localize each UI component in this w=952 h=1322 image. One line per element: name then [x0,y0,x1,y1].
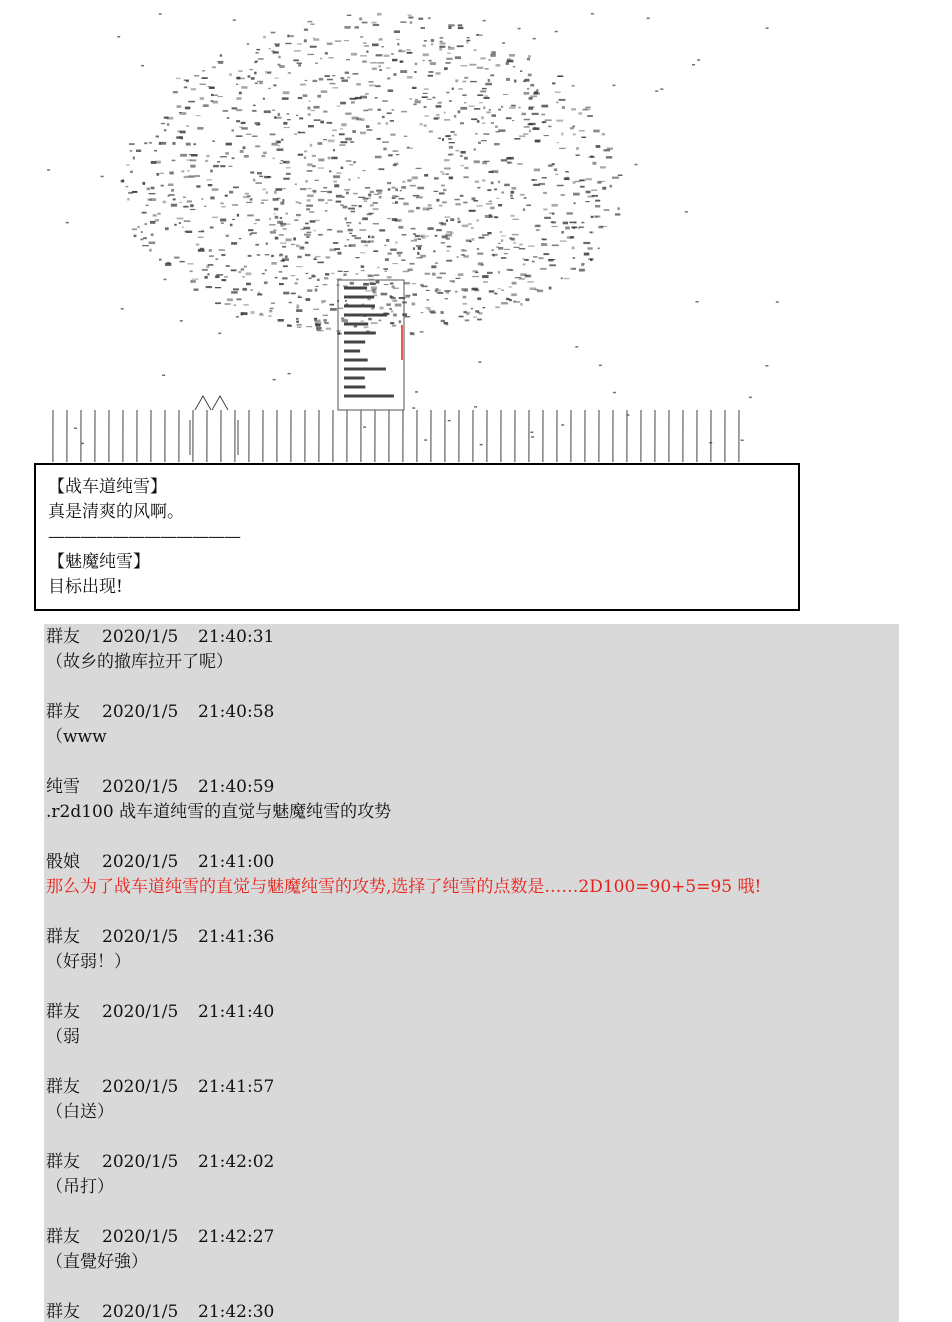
dialog-box [34,463,800,611]
chat-header [46,925,899,950]
chat-entry [44,1149,899,1224]
message-text: .r2d100 战车道纯雪的直觉与魅魔纯雪的攻势 [46,802,392,822]
message-text: （www [46,727,107,747]
chat-log [44,624,899,1322]
sender-name: 群友 [46,1302,80,1322]
message-date: 2020/1/5 [102,1302,179,1322]
chat-entry [44,1074,899,1149]
message-date: 2020/1/5 [102,777,179,797]
speaker-name: 【魅魔纯雪】 [48,552,150,572]
message-date: 2020/1/5 [102,1227,179,1247]
message-date: 2020/1/5 [102,1002,179,1022]
message-time: 21:41:40 [198,1002,275,1022]
sender-name: 群友 [46,1002,80,1022]
chat-header [46,1000,899,1025]
message-time: 21:41:36 [198,927,275,947]
chat-header [46,850,899,875]
dice-result-text: 那么为了战车道纯雪的直觉与魅魔纯雪的攻势,选择了纯雪的点数是……2D100=90+5=95 哦! [46,877,762,897]
message-date: 2020/1/5 [102,852,179,872]
ascii-tree-illustration [40,0,810,462]
chat-entry [44,1299,899,1322]
message-date: 2020/1/5 [102,702,179,722]
message-time: 21:40:31 [198,627,275,647]
dialog-line: 目标出现! [48,577,123,597]
chat-entry [44,849,899,924]
chat-entry [44,1224,899,1299]
sender-name: 纯雪 [46,777,80,797]
tree-artwork [40,0,810,462]
chat-entry [44,924,899,999]
chat-entry [44,999,899,1074]
chat-header [46,1225,899,1250]
sender-name: 群友 [46,1077,80,1097]
message-time: 21:40:58 [198,702,275,722]
chat-entry [44,624,899,699]
chat-entry [44,699,899,774]
message-date: 2020/1/5 [102,927,179,947]
message-text: （直覺好強） [46,1252,148,1272]
message-time: 21:41:57 [198,1077,275,1097]
message-text: （吊打） [46,1177,114,1197]
sender-name: 群友 [46,702,80,722]
message-time: 21:40:59 [198,777,275,797]
chat-header [46,1300,899,1322]
message-date: 2020/1/5 [102,1152,179,1172]
chat-header [46,1150,899,1175]
sender-name: 骰娘 [46,852,80,872]
speaker-name: 【战车道纯雪】 [48,477,167,497]
chat-header [46,700,899,725]
dialog-line: 真是清爽的风啊。 [48,502,184,522]
message-time: 21:41:00 [198,852,275,872]
sender-name: 群友 [46,627,80,647]
chat-header [46,775,899,800]
message-text: （弱 [46,1027,80,1047]
message-time: 21:42:27 [198,1227,275,1247]
message-date: 2020/1/5 [102,627,179,647]
message-date: 2020/1/5 [102,1077,179,1097]
message-time: 21:42:02 [198,1152,275,1172]
message-text: （故乡的撤库拉开了呢） [46,652,233,672]
message-text: （白送） [46,1102,114,1122]
chat-entry [44,774,899,849]
message-text: （好弱！） [46,952,131,972]
sender-name: 群友 [46,1227,80,1247]
chat-header [46,1075,899,1100]
chat-header [46,625,899,650]
message-time: 21:42:30 [198,1302,275,1322]
dialog-separator: ———————————— [48,527,240,547]
sender-name: 群友 [46,1152,80,1172]
sender-name: 群友 [46,927,80,947]
